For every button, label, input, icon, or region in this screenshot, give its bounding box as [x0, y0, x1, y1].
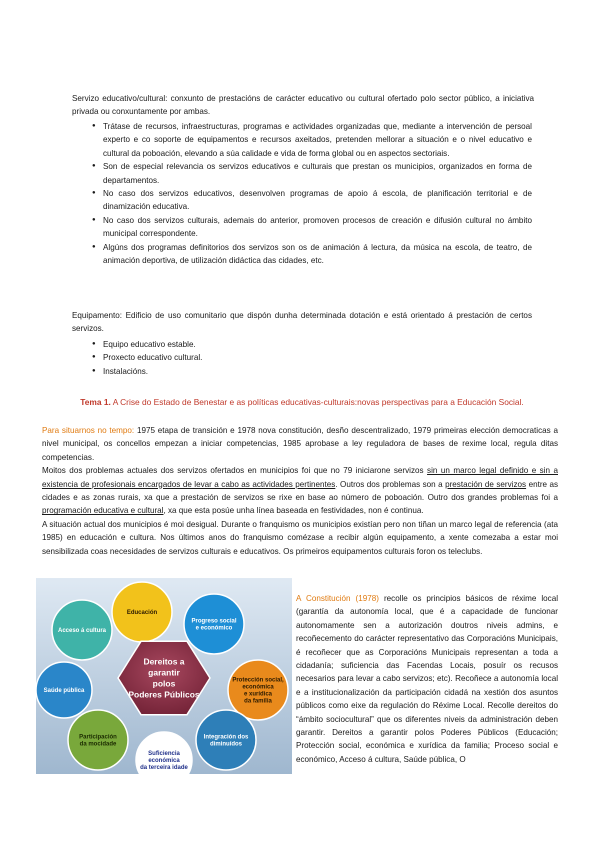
list-item: ● No caso dos servizos educativos, desenvolven programas de apoio á escola, de planificación territorial e de dinamización educativa.: [92, 187, 532, 214]
diagram-node: [196, 710, 256, 770]
diagram-node-label: económica: [148, 758, 180, 765]
problems-paragraph: [42, 464, 558, 518]
list-item: ● Instalacións.: [92, 365, 512, 378]
diagram-node-label: Educación: [126, 610, 158, 617]
problems-text: Moitos dos problemas actuales dos servizos ofertados en municipios foi que no 79 iniciarone servizos: [42, 466, 424, 476]
central-label: garantir: [148, 667, 180, 678]
diagram-node-label: da terceira idade: [140, 765, 188, 772]
intro-paragraph: Servizo educativo/cultural: conxunto de prestacións de carácter educativo ou cultural ofertado polo sector público, a iniciativa privada ou conxuntamente por ambas.: [72, 94, 534, 117]
diagram-node-label: Integración dos: [203, 734, 249, 741]
constitution-lead: A Constitución (1978): [296, 594, 379, 603]
list-item: ● Trátase de recursos, infraestructuras, programas e actividades organizadas que, mediante a intervención de persoal experto e co soporte de equipamentos e recursos axeitados, pretenden mellorar a situación e o nivel educativo e cultural da poboación, elevando a súa calidade e vida de forma global ou en aspectos sectoriais.: [92, 120, 532, 160]
diagram-node: [36, 662, 92, 718]
timeline-text: 1975 etapa de transición e 1978 nova constitución, desño descentralizado, 1979 primeiras elección democraticas a nivel municipal, os concellos empezan a iniciar competencias, 1985 aprobase a ley reguladora de bases de rexime local, regula ditas competencias.: [42, 426, 559, 462]
diagram-node: [68, 710, 128, 770]
diagram-node-label: e xurídica: [243, 691, 273, 698]
diagram-node-label: da familia: [244, 698, 272, 705]
list-item: ● Algúns dos programas definitorios dos servizos son os de animación á lectura, da música na escola, de teatro, de animación deportiva, de utilización didáctica das cidades, etc.: [92, 241, 532, 268]
history-section: [42, 424, 558, 558]
diagram-node-label: e económico: [195, 625, 233, 632]
diagram-node-label: Acceso á cultura: [57, 628, 107, 635]
underlined-text: programación educativa e cultural: [42, 506, 164, 516]
section-number: Tema 1.: [80, 397, 111, 407]
central-label: Poderes Públicos: [128, 689, 200, 700]
diagram-node: [184, 594, 244, 654]
constitution-text: recolle os principios básicos de réxime local (garantía da autonomía local, que é a capacidade de funcionar autonomamente sen a autorización doutros niveis admins, e recoñecemento do carácter representativo das Corporacións Municipais, é recoñecer que as Corporacións Municipais representan a toda a cidadanía; suficiencia das Facendas Locais, posuír os recusos necesarios para levar a cabo servizos; etc). Recoñece a autonomía local e a institucionalización da participación cidadá na xestión dos asuntos públicos como eixe da regulación do Réxime Local. Recolle dereitos do “ámbito sociocultural” que os diferentes niveis da administración deben garantir. Dereitos a garantir polos Poderes Públicos (Educación; Protección social, económica e xurídica da familia; Proceso social e económico, Acceso á cultura, Saúde pública, O: [296, 594, 559, 764]
diagram-node-label: diminuídos: [210, 741, 242, 748]
diagram-node-label: da mocidade: [79, 741, 117, 748]
diagram-node: [112, 582, 172, 642]
diagram-node-label: Progreso social: [191, 618, 237, 625]
section-title: A Crise do Estado de Benestar e as políticas educativas-culturais:novas perspectivas para a Educación Social.: [112, 397, 524, 407]
situation-paragraph: A situación actual dos municipios é moi desigual. Durante o franquismo os municipios existían pero non tiñan un marco legal de referencia (ata 1985) en educación e cultura. Nos últimos anos do franquismo comézase a recibir algún equipamento, a xente comezaba a estar moi sensibilizada coas necesidades de servizos culturais e educativos. Os primeiros equipamentos culturais foron os teleclubs.: [42, 519, 558, 556]
diagram-node-label: Protección social,: [232, 677, 284, 684]
problems-text: entre as cidades e as zonas rurais, xa que a prestación de servizos se rixe en base ao número de poboación. Outro dos grandes problemas foi a: [42, 479, 559, 503]
section-heading: [72, 396, 532, 409]
services-list: [92, 120, 532, 267]
diagram-node: [228, 660, 288, 720]
equipment-list: [92, 338, 512, 378]
underlined-text: sin un marco legal definido e sin a existencia de profesionais encargados de levar a cabo as actividades pertinentes: [42, 466, 558, 489]
list-item: ● No caso dos servizos culturais, ademais do anterior, promoven procesos de creación e difusión cultural no ámbito municipal correspondente.: [92, 214, 532, 241]
timeline-paragraph: [42, 424, 558, 464]
list-item: ● Proxecto educativo cultural.: [92, 351, 512, 364]
equipment-paragraph: Equipamento: Edificio de uso comunitario que dispón dunha determinada dotación e está orientado á prestación de certos servizos.: [72, 311, 532, 334]
list-item: ● Equipo educativo estable.: [92, 338, 512, 351]
problems-text: , xa que esta posúe unha línea baseada en festividades, non é continua.: [163, 506, 424, 516]
list-item: ● Son de especial relevancia os servizos educativos e culturais que prestan os municipios, organizados en forma de departamentos.: [92, 160, 532, 187]
problems-text: . Outros dos problemas son a: [335, 479, 443, 489]
central-label: polos: [152, 678, 176, 689]
diagram-node-label: Saúde pública: [43, 688, 85, 695]
underlined-text: prestación de servizos: [445, 479, 527, 489]
timeline-lead: Para situarnos no tempo:: [42, 426, 135, 435]
diagram-node-label: Suficiencia: [148, 751, 180, 758]
rights-diagram-svg: [36, 578, 292, 774]
central-label: Dereitos a: [143, 656, 185, 667]
diagram-node-label: Participación: [79, 734, 117, 741]
rights-diagram: [36, 578, 292, 774]
diagram-node-label: económica: [242, 684, 274, 691]
diagram-node: [52, 600, 112, 660]
constitution-paragraph: [296, 592, 558, 766]
